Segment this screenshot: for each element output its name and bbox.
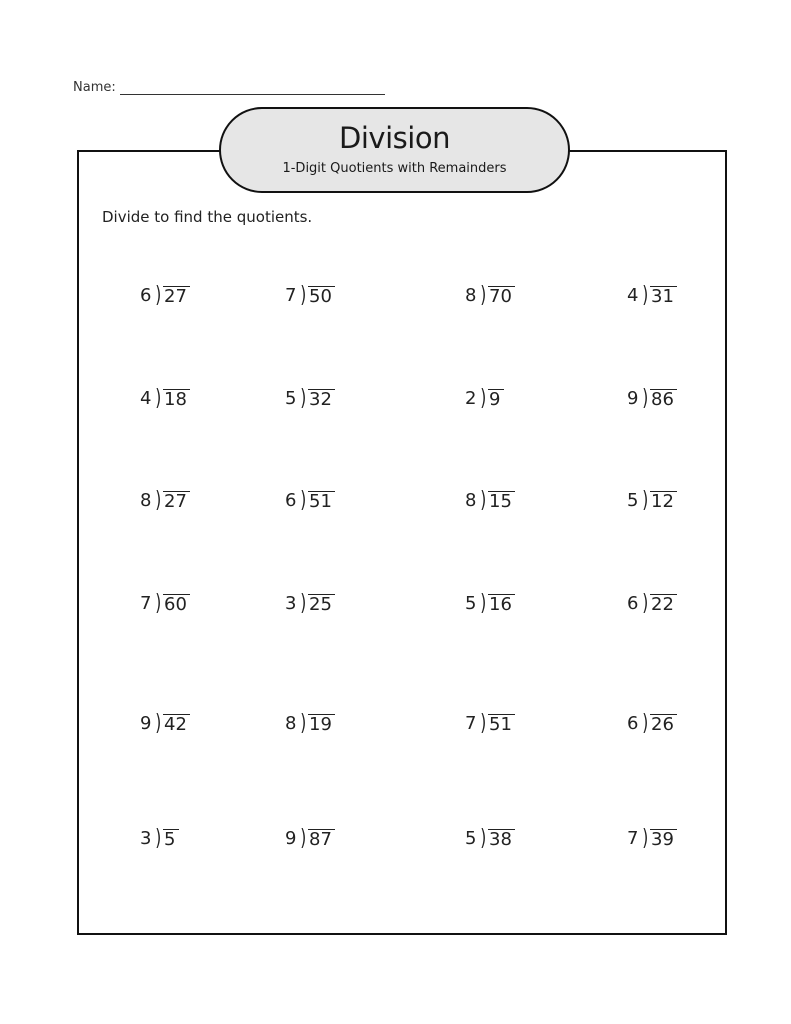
dividend: 42 bbox=[163, 714, 190, 735]
division-problem bbox=[285, 388, 335, 410]
division-problem bbox=[140, 828, 179, 850]
dividend: 9 bbox=[488, 389, 503, 410]
dividend: 27 bbox=[163, 491, 190, 512]
division-problem bbox=[627, 593, 677, 615]
dividend: 51 bbox=[308, 491, 335, 512]
division-problem bbox=[627, 388, 677, 410]
division-problem bbox=[285, 490, 335, 512]
divisor: 4 bbox=[627, 285, 639, 306]
division-problem bbox=[285, 593, 335, 615]
division-problem bbox=[627, 490, 677, 512]
divisor: 6 bbox=[627, 593, 639, 614]
division-problem bbox=[465, 713, 515, 735]
dividend: 16 bbox=[488, 594, 515, 615]
dividend: 27 bbox=[163, 286, 190, 307]
division-problem bbox=[140, 388, 190, 410]
division-bracket: ) bbox=[155, 488, 162, 513]
dividend: 19 bbox=[308, 714, 335, 735]
dividend: 31 bbox=[650, 286, 677, 307]
dividend: 70 bbox=[488, 286, 515, 307]
division-problem bbox=[465, 490, 515, 512]
division-bracket: ) bbox=[480, 488, 487, 513]
division-problem bbox=[627, 713, 677, 735]
divisor: 2 bbox=[465, 388, 477, 409]
divisor: 5 bbox=[285, 388, 297, 409]
divisor: 8 bbox=[285, 713, 297, 734]
division-problem bbox=[140, 285, 190, 307]
division-bracket: ) bbox=[300, 711, 307, 736]
division-bracket: ) bbox=[480, 283, 487, 308]
dividend: 38 bbox=[488, 829, 515, 850]
dividend: 22 bbox=[650, 594, 677, 615]
divisor: 5 bbox=[465, 828, 477, 849]
name-blank-line[interactable] bbox=[120, 80, 385, 95]
division-problem bbox=[140, 713, 190, 735]
instructions-text: Divide to find the quotients. bbox=[102, 208, 313, 226]
division-problem bbox=[465, 388, 504, 410]
divisor: 5 bbox=[627, 490, 639, 511]
dividend: 26 bbox=[650, 714, 677, 735]
dividend: 50 bbox=[308, 286, 335, 307]
dividend: 86 bbox=[650, 389, 677, 410]
title-banner bbox=[219, 107, 570, 193]
divisor: 9 bbox=[627, 388, 639, 409]
divisor: 7 bbox=[465, 713, 477, 734]
worksheet-frame bbox=[77, 150, 727, 935]
division-bracket: ) bbox=[480, 591, 487, 616]
divisor: 8 bbox=[465, 285, 477, 306]
page-title: Division bbox=[339, 121, 450, 155]
division-bracket: ) bbox=[300, 488, 307, 513]
division-bracket: ) bbox=[155, 386, 162, 411]
dividend: 15 bbox=[488, 491, 515, 512]
division-bracket: ) bbox=[642, 283, 649, 308]
divisor: 8 bbox=[465, 490, 477, 511]
divisor: 6 bbox=[285, 490, 297, 511]
name-field bbox=[73, 80, 385, 95]
divisor: 7 bbox=[140, 593, 152, 614]
division-bracket: ) bbox=[300, 283, 307, 308]
division-problem bbox=[627, 285, 677, 307]
divisor: 7 bbox=[627, 828, 639, 849]
division-bracket: ) bbox=[642, 386, 649, 411]
divisor: 4 bbox=[140, 388, 152, 409]
division-bracket: ) bbox=[642, 826, 649, 851]
division-bracket: ) bbox=[642, 711, 649, 736]
divisor: 6 bbox=[627, 713, 639, 734]
dividend: 39 bbox=[650, 829, 677, 850]
division-bracket: ) bbox=[155, 711, 162, 736]
division-problem bbox=[285, 285, 335, 307]
divisor: 5 bbox=[465, 593, 477, 614]
division-problem bbox=[627, 828, 677, 850]
divisor: 8 bbox=[140, 490, 152, 511]
dividend: 12 bbox=[650, 491, 677, 512]
dividend: 18 bbox=[163, 389, 190, 410]
divisor: 6 bbox=[140, 285, 152, 306]
division-bracket: ) bbox=[642, 591, 649, 616]
dividend: 51 bbox=[488, 714, 515, 735]
division-bracket: ) bbox=[642, 488, 649, 513]
division-problem bbox=[465, 593, 515, 615]
divisor: 7 bbox=[285, 285, 297, 306]
dividend: 87 bbox=[308, 829, 335, 850]
division-problem bbox=[140, 490, 190, 512]
division-bracket: ) bbox=[155, 826, 162, 851]
division-problem bbox=[285, 828, 335, 850]
divisor: 3 bbox=[285, 593, 297, 614]
dividend: 60 bbox=[163, 594, 190, 615]
dividend: 25 bbox=[308, 594, 335, 615]
name-label: Name: bbox=[73, 80, 116, 95]
dividend: 32 bbox=[308, 389, 335, 410]
division-bracket: ) bbox=[480, 826, 487, 851]
divisor: 9 bbox=[140, 713, 152, 734]
division-bracket: ) bbox=[480, 386, 487, 411]
division-problem bbox=[465, 285, 515, 307]
division-bracket: ) bbox=[300, 591, 307, 616]
divisor: 9 bbox=[285, 828, 297, 849]
division-bracket: ) bbox=[155, 591, 162, 616]
division-problem bbox=[140, 593, 190, 615]
divisor: 3 bbox=[140, 828, 152, 849]
division-problem bbox=[285, 713, 335, 735]
division-bracket: ) bbox=[155, 283, 162, 308]
page-subtitle: 1-Digit Quotients with Remainders bbox=[282, 161, 507, 176]
division-bracket: ) bbox=[300, 386, 307, 411]
division-bracket: ) bbox=[480, 711, 487, 736]
division-problem bbox=[465, 828, 515, 850]
dividend: 5 bbox=[163, 829, 178, 850]
division-bracket: ) bbox=[300, 826, 307, 851]
